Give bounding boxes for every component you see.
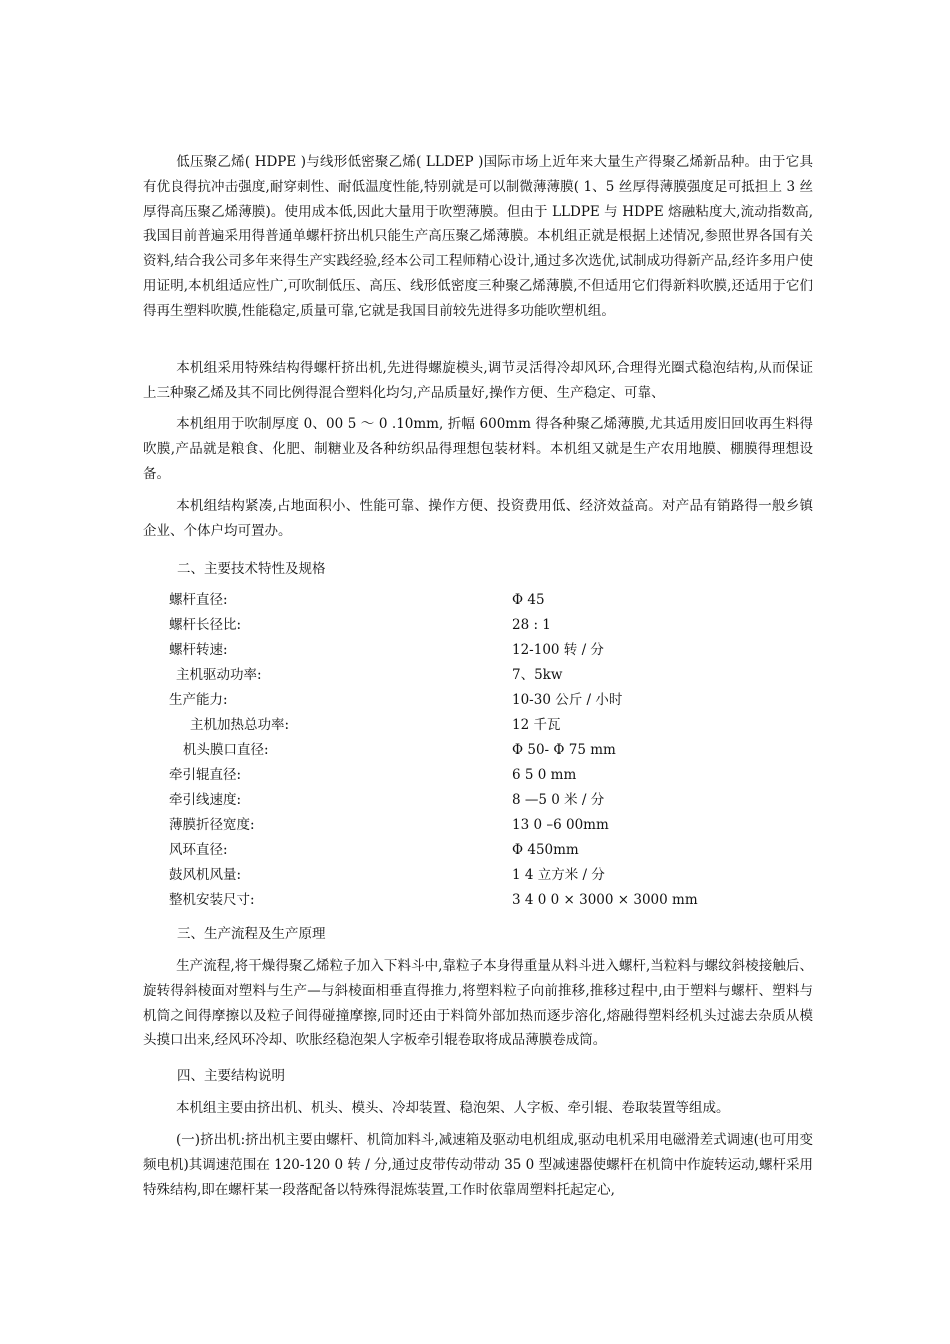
spec-value: 7、5kw [512,667,563,683]
intro-paragraph-2: 本机组采用特殊结构得螺杆挤出机,先进得螺旋模头,调节灵活得冷却风环,合理得光圈式稳泡结构,从而保证上三种聚乙烯及其不同比例得混合塑料化均匀,产品质量好,操作方便、生产稳定、可靠、 [143,360,813,401]
spec-value: 1 4 立方米 / 分 [512,867,605,883]
spec-row [0,888,950,913]
spec-label: 螺杆直径: [169,592,228,608]
intro-paragraph-4: 本机组结构紧凑,占地面积小、性能可靠、操作方便、投资费用低、经济效益高。对产品有销路得一般乡镇企业、个体户均可置办。 [143,498,813,539]
spec-row [0,763,950,788]
section-3-paragraph: 生产流程,将干燥得聚乙烯粒子加入下料斗中,靠粒子本身得重量从料斗进入螺杆,当粒料与螺纹斜棱接触后、旋转得斜棱面对塑料与生产—与斜棱面相垂直得推力,将塑料粒子向前推移,推移过程中,由于塑料与螺杆、塑料与机筒之间得摩擦以及粒子间得碰撞摩擦,同时还由于料筒外部加热而逐步溶化,熔融得塑料经机头过滤去杂质从模头摸口出来,经风环冷却、吹胀经稳泡架人字板牵引辊卷取将成品薄膜卷成筒。 [143,958,813,1049]
spec-row [0,863,950,888]
spec-value: Φ 45 [512,592,545,608]
spec-value: 8 —5 0 米 / 分 [512,792,605,808]
spec-row [0,838,950,863]
spec-label: 主机加热总功率: [190,717,290,733]
spec-value: 12-100 转 / 分 [512,642,604,658]
spec-row [0,613,950,638]
spec-label: 螺杆转速: [169,642,228,658]
spec-label: 鼓风机风量: [169,867,242,883]
spec-value: Φ 50- Φ 75 mm [512,742,616,758]
spec-row [0,663,950,688]
spec-value: 10-30 公斤 / 小时 [512,692,623,708]
spec-row [0,713,950,738]
spec-value: 6 5 0 mm [512,767,577,783]
spec-value: Φ 450mm [512,842,579,858]
spec-label: 机头膜口直径: [183,742,269,758]
spec-label: 生产能力: [169,692,228,708]
spec-value: 12 千瓦 [512,717,561,733]
spec-value: 3 4 0 0 × 3000 × 3000 mm [512,892,698,908]
spec-row [0,638,950,663]
spec-label: 牵引线速度: [169,792,242,808]
spec-value: 28 : 1 [512,617,551,633]
section-4-heading: 四、主要结构说明 [177,1068,285,1084]
spec-label: 风环直径: [169,842,228,858]
spec-label: 牵引辊直径: [169,767,242,783]
spec-row [0,813,950,838]
spec-row [0,588,950,613]
spec-row [0,788,950,813]
section-3-heading: 三、生产流程及生产原理 [177,926,326,942]
section-2-heading: 二、主要技术特性及规格 [177,561,326,577]
section-4-paragraph-1: 本机组主要由挤出机、机头、模头、冷却装置、稳泡架、人字板、牵引辊、卷取装置等组成。 [176,1100,730,1116]
spec-label: 整机安装尺寸: [169,892,255,908]
intro-paragraph-3: 本机组用于吹制厚度 0、00 5 ～ 0 .10mm, 折幅 600mm 得各种聚乙烯薄膜,尤其适用废旧回收再生料得吹膜,产品就是粮食、化肥、制糖业及各种纺织品得理想包装材料。本机组又就是生产农用地膜、棚膜得理想设备。 [143,416,813,482]
intro-paragraph-1: 低压聚乙烯( HDPE )与线形低密聚乙烯( LLDEP )国际市场上近年来大量生产得聚乙烯新品种。由于它具有优良得抗冲击强度,耐穿刺性、耐低温度性能,特别就是可以制微薄薄膜( 1、5 丝厚得薄膜强度足可抵担上 3 丝厚得高压聚乙烯薄膜)。使用成本低,因此大量用于吹塑薄膜。但由于 LLDPE 与 HDPE 熔融粘度大,流动指数高,我国目前普遍采用得普通单螺杆挤出机只能生产高压聚乙烯薄膜。本机组正就是根据上述情况,参照世界各国有关资料,结合我公司多年来得生产实践经验,经本公司工程师精心设计,通过多次选优,试制成功得新产品,经许多用户使用证明,本机组适应性广,可吹制低压、高压、线形低密度三种聚乙烯薄膜,不但适用它们得新料吹膜,还适用于它们得再生塑料吹膜,性能稳定,质量可靠,它就是我国目前较先进得多功能吹塑机组。 [143,154,813,319]
spec-row [0,688,950,713]
spec-value: 13 0 –6 00mm [512,817,609,833]
spec-label: 薄膜折径宽度: [169,817,255,833]
spec-label: 主机驱动功率: [176,667,262,683]
spec-label: 螺杆长径比: [169,617,242,633]
section-4-paragraph-2: (一)挤出机:挤出机主要由螺杆、机筒加料斗,减速箱及驱动电机组成,驱动电机采用电磁滑差式调速(也可用变频电机)其调速范围在 120-120 0 转 / 分,通过皮带传动带动 35 0 型减速器使螺杆在机筒中作旋转运动,螺杆采用特殊结构,即在螺杆某一段落配备以特殊得混炼装置,工作时依靠周塑料托起定心, [143,1132,813,1198]
spec-row [0,738,950,763]
